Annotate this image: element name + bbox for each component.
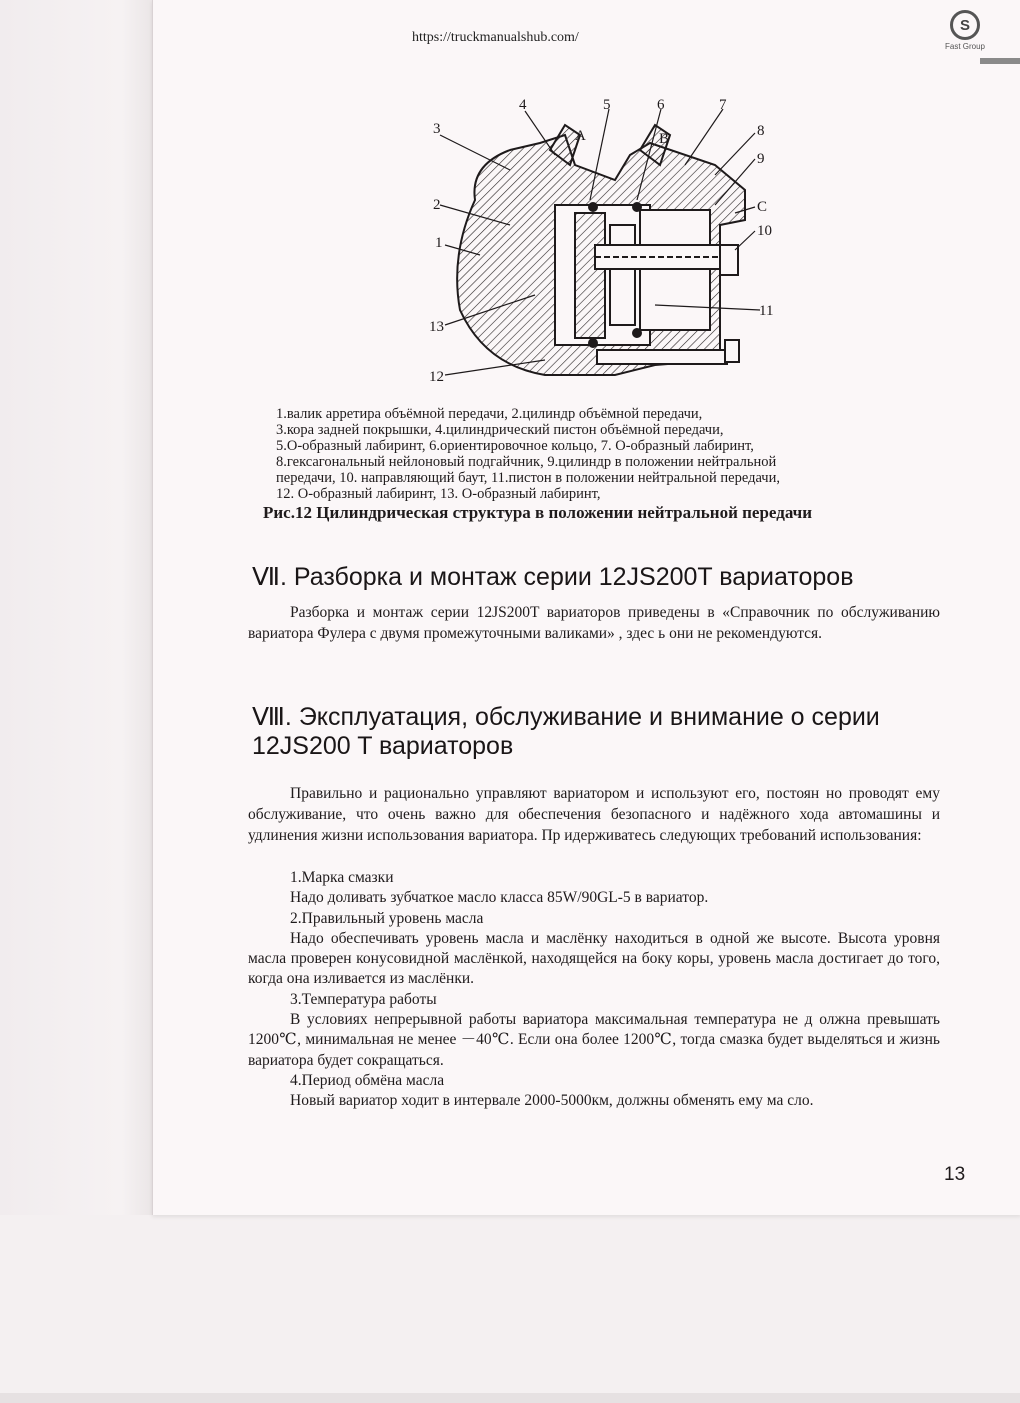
- figure-title: Рис.12 Цилиндрическая структура в положении нейтральной передачи: [263, 503, 813, 522]
- requirement-heading-lubricant: 1.Марка смазки: [290, 869, 394, 886]
- figure-label-12: 12: [429, 369, 444, 385]
- requirement-heading-oil-change: 4.Период обмёна масла: [290, 1071, 445, 1089]
- drawing-body: [457, 125, 745, 375]
- section-7-title: Ⅶ. Разборка и монтаж серии 12JS200T вариаторов: [252, 563, 854, 591]
- page-number: 13: [944, 1164, 966, 1185]
- logo-text: Fast Group: [944, 42, 985, 51]
- figure-legend: [276, 406, 956, 502]
- legend-line: передачи, 10. направляющий баут, 11.пистон в положении нейтральной передачи,: [276, 470, 780, 486]
- requirement-text-temperature: В условиях непрерывной работы вариатора максимальная температура не д олжна превышать 1200℃, минимальная не менее －40℃. Если она более 1200℃, тогда смазка будет выделяться и жизнь вариатора будет сокращаться.: [248, 1011, 940, 1069]
- requirement-heading-temperature: 3.Температура работы: [290, 990, 437, 1008]
- figure-label-c: C: [757, 199, 768, 215]
- section-8-intro: Правильно и рационально управляют вариатором и используют его, постоян но проводят ему обслуживание, что очень важно для обеспечения безопасного и надёжного хода автомашины и удлинения жизни использования вариатора. Пр идерживатесь следующих требований использования:: [248, 785, 940, 844]
- figure-label-9: 9: [757, 151, 765, 167]
- section-7-paragraph: Разборка и монтаж серии 12JS200T вариаторов приведены в «Справочник по обслуживанию вариатора Фулера с двумя промежуточными валиками» , здес ь они не рекомендуются.: [248, 604, 940, 642]
- figure-label-6: 6: [657, 97, 665, 113]
- figure-label-8: 8: [757, 123, 765, 139]
- legend-line: 3.кора задней покрышки, 4.цилиндрический пистон объёмной передачи,: [276, 422, 724, 438]
- scan-background: [0, 0, 152, 1403]
- company-logo: [930, 10, 1000, 51]
- header-rule: [980, 58, 1020, 64]
- requirement-text-lubricant: Надо доливать зубчаткое масло класса 85W/90GL-5 в вариатор.: [290, 889, 709, 907]
- section-8-title: Ⅷ. Эксплуатация, обслуживание и внимание о серии 12JS200 T вариаторов: [252, 703, 880, 760]
- figure-label-b: B: [659, 131, 670, 147]
- logo-icon: S: [950, 10, 980, 40]
- figure-label-1: 1: [435, 235, 443, 251]
- figure-label-2: 2: [433, 197, 441, 213]
- figure-label-13: 13: [429, 319, 444, 335]
- legend-line: 8.гексагональный нейлоновый подгайчник, 9.цилиндр в положении нейтральной: [276, 454, 777, 470]
- requirement-text-oil-level: Надо обеспечивать уровень масла и маслёнку находиться в одной же высоте. Высота уровня масла проверен конусовидной маслёнкой, находящейся на боку коры, уровень масла достигает до того, когда она изливается из маслёнки.: [248, 929, 940, 988]
- legend-line: 12. О-образный лабиринт, 13. О-образный лабиринт,: [276, 486, 601, 502]
- source-url[interactable]: https://truckmanualshub.com/: [412, 30, 579, 45]
- figure-label-a: A: [575, 128, 586, 144]
- figure-label-10: 10: [757, 223, 772, 239]
- figure-label-5: 5: [603, 97, 611, 113]
- figure-label-3: 3: [433, 121, 441, 137]
- legend-line: 5.О-образный лабиринт, 6.ориентировочное кольцо, 7. О-образный лабиринт,: [276, 438, 754, 454]
- figure-label-11: 11: [759, 303, 774, 319]
- requirement-text-oil-change: Новый вариатор ходит в интервале 2000-5000км, должны обменять ему ма сло.: [290, 1092, 814, 1110]
- figure-label-7: 7: [719, 97, 727, 113]
- requirement-heading-oil-level: 2.Правильный уровень масла: [290, 909, 484, 927]
- scan-bottom-edge: [0, 1393, 1020, 1403]
- scan-bottom-area: [0, 1215, 1020, 1403]
- legend-line: 1.валик арретира объёмной передачи, 2.цилиндр объёмной передачи,: [276, 406, 703, 422]
- cylinder-structure-drawing: [415, 95, 795, 395]
- requirements-list: [248, 868, 940, 1112]
- figure-label-4: 4: [519, 97, 527, 113]
